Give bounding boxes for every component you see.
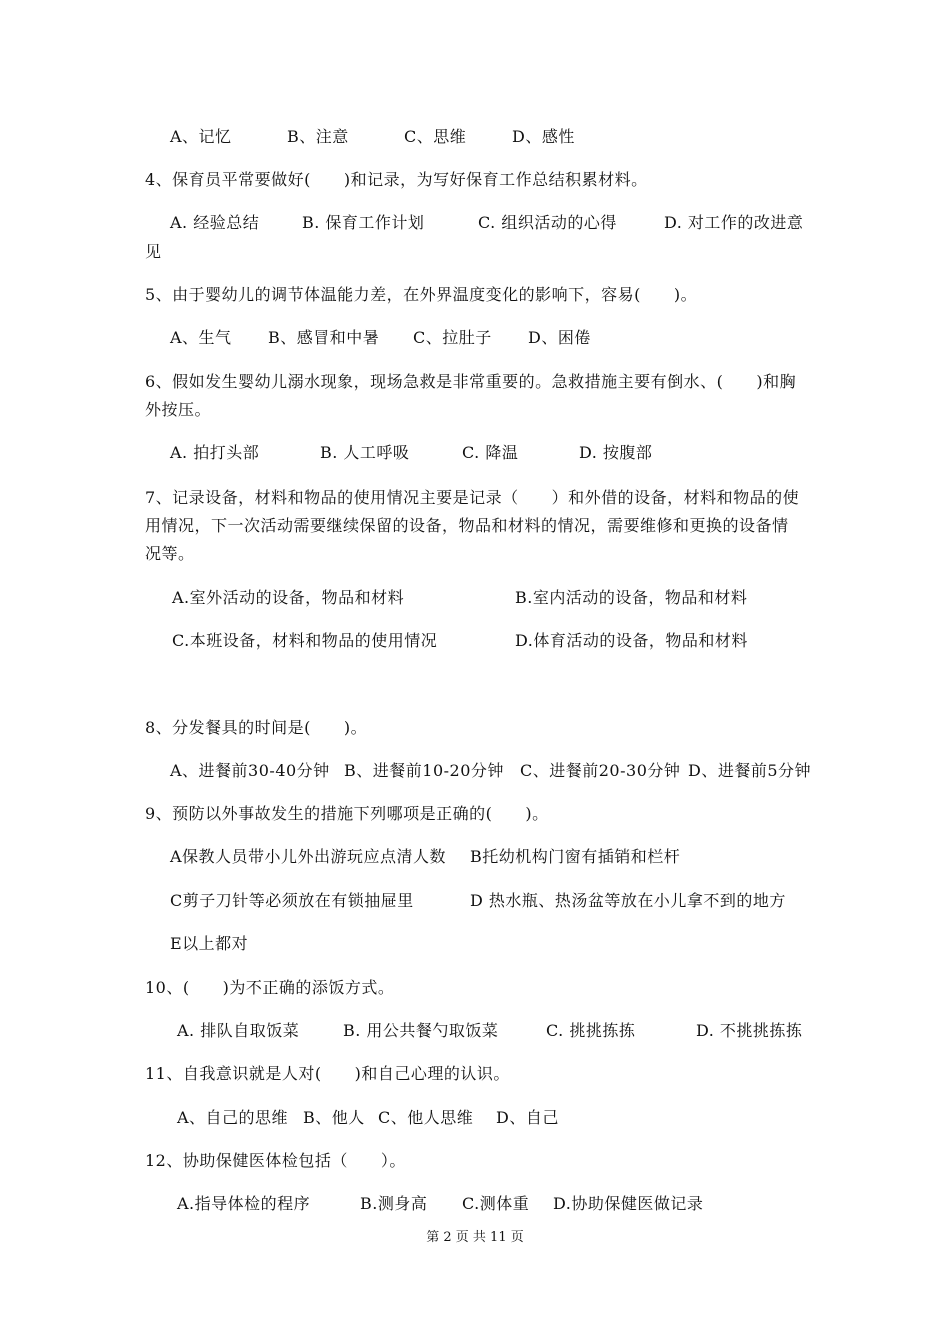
q11-option-a: A、自己的思维 [177, 1108, 289, 1127]
q10-stem: 10、( )为不正确的添饭方式。 [145, 978, 395, 997]
q7-stem-line-1: 7、记录设备，材料和物品的使用情况主要是记录（ ）和外借的设备，材料和物品的使 [145, 488, 800, 507]
q6-stem-line-2: 外按压。 [145, 400, 212, 419]
q9-stem: 9、预防以外事故发生的措施下列哪项是正确的( )。 [145, 804, 549, 823]
q12-option-c: C.测体重 [462, 1194, 530, 1213]
q4-option-a: A. 经验总结 [170, 213, 260, 232]
q9-option-c: C剪子刀针等必须放在有锁抽屉里 [170, 891, 414, 910]
q8-option-b: B、进餐前10-20分钟 [344, 761, 504, 780]
q3-option-a: A、记忆 [170, 127, 232, 146]
q11-option-c: C、他人思维 [378, 1108, 474, 1127]
q6-option-b: B. 人工呼吸 [320, 443, 410, 462]
q9-option-e: E以上都对 [170, 934, 249, 953]
q5-stem: 5、由于婴幼儿的调节体温能力差，在外界温度变化的影响下，容易( )。 [145, 285, 698, 304]
q12-stem: 12、协助保健医体检包括（ ）。 [145, 1151, 406, 1170]
q3-option-d: D、感性 [512, 127, 575, 146]
q9-option-b: B托幼机构门窗有插销和栏杆 [470, 847, 681, 866]
q5-option-d: D、困倦 [528, 328, 591, 347]
q4-option-c: C. 组织活动的心得 [478, 213, 617, 232]
q4-option-b: B. 保育工作计划 [302, 213, 425, 232]
q10-option-d: D. 不挑挑拣拣 [696, 1021, 803, 1040]
q3-option-c: C、思维 [404, 127, 467, 146]
q7-stem-line-3: 况等。 [145, 544, 195, 563]
q8-option-d: D、进餐前5分钟 [688, 761, 812, 780]
q12-option-d: D.协助保健医做记录 [553, 1194, 704, 1213]
q6-option-c: C. 降温 [462, 443, 519, 462]
q7-option-d: D.体育活动的设备，物品和材料 [515, 631, 748, 650]
q10-option-c: C. 挑挑拣拣 [546, 1021, 636, 1040]
q5-option-b: B、感冒和中暑 [268, 328, 380, 347]
q4-option-d: D. 对工作的改进意 [664, 213, 804, 232]
q6-option-d: D. 按腹部 [579, 443, 653, 462]
q4-stem: 4、保育员平常要做好( )和记录，为写好保育工作总结积累材料。 [145, 170, 648, 189]
q7-option-c: C.本班设备，材料和物品的使用情况 [172, 631, 438, 650]
q7-option-a: A.室外活动的设备，物品和材料 [172, 588, 405, 607]
q10-option-a: A. 排队自取饭菜 [177, 1021, 300, 1040]
q11-option-b: B、他人 [303, 1108, 365, 1127]
q4-option-d-wrap: 见 [145, 242, 162, 261]
q5-option-a: A、生气 [170, 328, 232, 347]
q9-option-a: A保教人员带小儿外出游玩应点清人数 [170, 847, 447, 866]
q9-option-d: D 热水瓶、热汤盆等放在小儿拿不到的地方 [470, 891, 786, 910]
q3-option-b: B、注意 [287, 127, 349, 146]
q12-option-a: A.指导体检的程序 [177, 1194, 311, 1213]
page-number-footer: 第 2 页 共 11 页 [426, 1230, 524, 1245]
q11-option-d: D、自己 [496, 1108, 559, 1127]
q8-option-a: A、进餐前30-40分钟 [170, 761, 330, 780]
q10-option-b: B. 用公共餐勺取饭菜 [343, 1021, 499, 1040]
q5-option-c: C、拉肚子 [413, 328, 492, 347]
q6-stem-line-1: 6、假如发生婴幼儿溺水现象，现场急救是非常重要的。急救措施主要有倒水、( )和胸 [145, 372, 797, 391]
q8-stem: 8、分发餐具的时间是( )。 [145, 718, 368, 737]
q12-option-b: B.测身高 [360, 1194, 428, 1213]
q7-stem-line-2: 用情况，下一次活动需要继续保留的设备，物品和材料的情况，需要维修和更换的设备情 [145, 516, 789, 535]
q6-option-a: A. 拍打头部 [170, 443, 260, 462]
q7-option-b: B.室内活动的设备，物品和材料 [515, 588, 748, 607]
q8-option-c: C、进餐前20-30分钟 [520, 761, 681, 780]
q11-stem: 11、自我意识就是人对( )和自己心理的认识。 [145, 1064, 510, 1083]
